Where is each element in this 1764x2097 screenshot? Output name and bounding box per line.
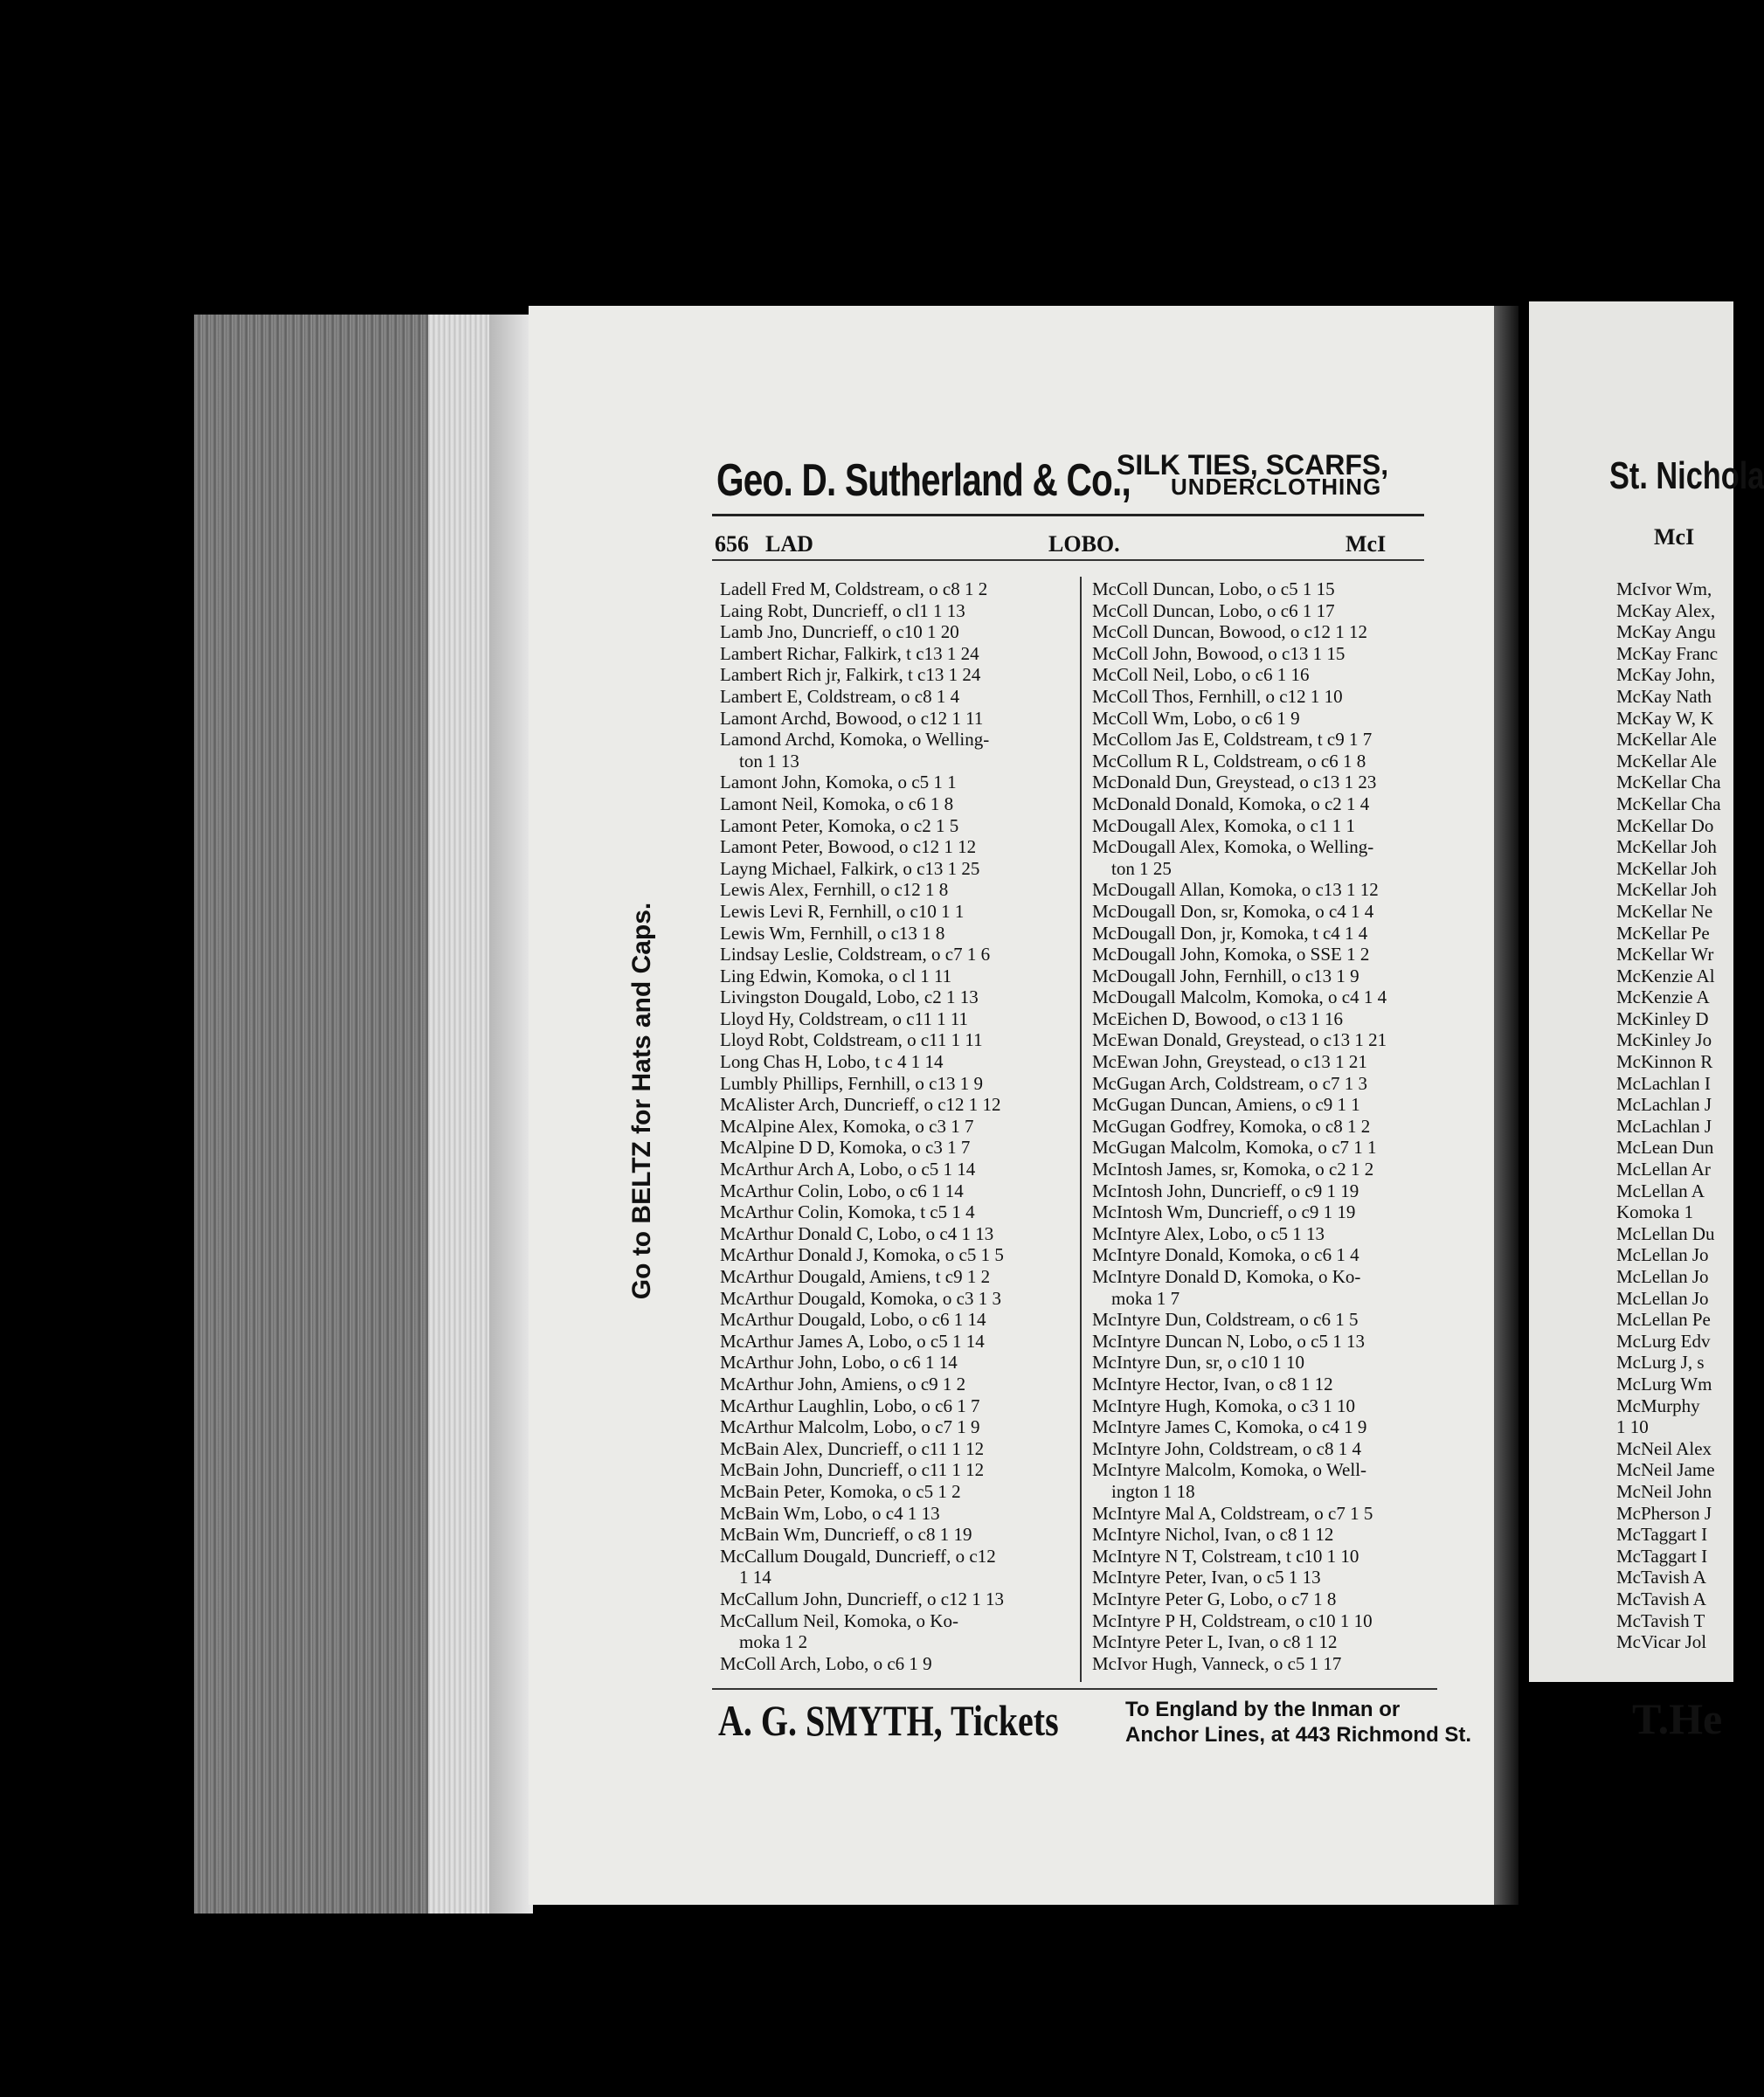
directory-entry: McCollom Jas E, Coldstream, t c9 1 7 xyxy=(1092,729,1373,751)
directory-entry: McKellar Ale xyxy=(1616,750,1717,772)
side-advertisement: Go to BELTZ for Hats and Caps. xyxy=(627,902,656,1300)
directory-entry: Ling Edwin, Komoka, o cl 1 11 xyxy=(720,965,952,986)
directory-entry: Lamont John, Komoka, o c5 1 1 xyxy=(720,772,957,793)
directory-entry: McIntosh Wm, Duncrieff, o c9 1 19 xyxy=(1092,1201,1356,1223)
directory-entry: McIntyre Nichol, Ivan, o c8 1 12 xyxy=(1092,1524,1334,1546)
directory-entry: McBain Peter, Komoka, o c5 1 2 xyxy=(720,1480,961,1502)
directory-entry: Lindsay Leslie, Coldstream, o c7 1 6 xyxy=(720,944,991,965)
page-curve-shadow xyxy=(489,315,533,1914)
directory-entry: McLellan A xyxy=(1616,1180,1705,1201)
directory-entry: McBain John, Duncrieff, o c11 1 12 xyxy=(720,1459,985,1481)
directory-entry: McKellar Pe xyxy=(1616,922,1710,944)
directory-entry: McTavish A xyxy=(1616,1588,1706,1609)
directory-entry: McIntyre Peter, Ivan, o c5 1 13 xyxy=(1092,1567,1321,1588)
footer-advertisement-right-line1: To England by the Inman or xyxy=(1125,1698,1401,1721)
directory-entry: McGugan Duncan, Amiens, o c9 1 1 xyxy=(1092,1094,1360,1116)
directory-entry: McLellan Jo xyxy=(1616,1287,1709,1309)
directory-entry: McIntyre Hector, Ivan, o c8 1 12 xyxy=(1092,1373,1333,1395)
header-firm-name: Geo. D. Sutherland & Co., xyxy=(716,455,1131,506)
directory-entry: McIntyre Peter G, Lobo, o c7 1 8 xyxy=(1092,1588,1337,1609)
directory-entry: McDonald Dun, Greystead, o c13 1 23 xyxy=(1092,772,1377,793)
directory-entry: McLean Dun xyxy=(1616,1137,1714,1159)
directory-entry: McColl Duncan, Bowood, o c12 1 12 xyxy=(1092,621,1367,643)
footer-rule xyxy=(712,1688,1437,1690)
directory-entry: Lamont Peter, Bowood, o c12 1 12 xyxy=(720,836,977,858)
directory-entry: Lamont Neil, Komoka, o c6 1 8 xyxy=(720,792,954,814)
range-end: McI xyxy=(1345,531,1387,557)
directory-entry: McKinnon R xyxy=(1616,1051,1713,1073)
directory-entry: McIvor Hugh, Vanneck, o c5 1 17 xyxy=(1092,1652,1342,1674)
directory-entry: McIntyre Peter L, Ivan, o c8 1 12 xyxy=(1092,1631,1338,1653)
directory-entry: Lloyd Robt, Coldstream, o c11 1 11 xyxy=(720,1029,983,1051)
directory-entry: 1 14 xyxy=(739,1567,771,1588)
directory-entry: McCollum R L, Coldstream, o c6 1 8 xyxy=(1092,750,1366,772)
directory-entry: McIntyre James C, Komoka, o c4 1 9 xyxy=(1092,1416,1367,1438)
directory-entry: McIntyre John, Coldstream, o c8 1 4 xyxy=(1092,1437,1361,1459)
directory-entry: McKay Alex, xyxy=(1616,599,1716,621)
directory-entry: McArthur Donald J, Komoka, o c5 1 5 xyxy=(720,1244,1004,1266)
header-wares-line1: SILK TIES, SCARFS, xyxy=(1117,449,1389,481)
directory-entry: McPherson J xyxy=(1616,1502,1712,1524)
directory-entry: McDougall Alex, Komoka, o c1 1 1 xyxy=(1092,814,1355,836)
directory-entry: McColl Duncan, Lobo, o c6 1 17 xyxy=(1092,599,1335,621)
directory-entry: McNeil John xyxy=(1616,1480,1712,1502)
directory-entry: McTaggart I xyxy=(1616,1545,1708,1567)
directory-entry: McGugan Malcolm, Komoka, o c7 1 1 xyxy=(1092,1137,1377,1159)
directory-entry: McKellar Cha xyxy=(1616,772,1721,793)
left-column xyxy=(720,578,1074,1674)
facing-page-footer: T.He xyxy=(1632,1694,1723,1743)
directory-entry: Lamb Jno, Duncrieff, o c10 1 20 xyxy=(720,621,959,643)
directory-entry: Komoka 1 xyxy=(1616,1201,1694,1223)
directory-entry: McAlpine D D, Komoka, o c3 1 7 xyxy=(720,1137,971,1159)
directory-entry: McGugan Arch, Coldstream, o c7 1 3 xyxy=(1092,1072,1367,1094)
directory-entry: McLachlan J xyxy=(1616,1115,1712,1137)
directory-entry: McArthur Malcolm, Lobo, o c7 1 9 xyxy=(720,1416,980,1438)
directory-entry: McDougall Allan, Komoka, o c13 1 12 xyxy=(1092,879,1379,901)
directory-entry: McKay John, xyxy=(1616,664,1716,686)
directory-entry: McColl Neil, Lobo, o c6 1 16 xyxy=(1092,664,1310,686)
directory-entry: McIntyre N T, Colstream, t c10 1 10 xyxy=(1092,1545,1359,1567)
directory-entry: McArthur James A, Lobo, o c5 1 14 xyxy=(720,1330,985,1352)
directory-entry: McLellan Ar xyxy=(1616,1159,1711,1180)
directory-entry: McKay Nath xyxy=(1616,685,1712,707)
directory-entry: ington 1 18 xyxy=(1111,1480,1195,1502)
directory-entry: McBain Wm, Lobo, o c4 1 13 xyxy=(720,1502,940,1524)
directory-entry: McDougall Alex, Komoka, o Welling- xyxy=(1092,836,1374,858)
column-rule xyxy=(1080,577,1082,1682)
directory-entry: Long Chas H, Lobo, t c 4 1 14 xyxy=(720,1051,944,1073)
directory-entry: McIntyre Hugh, Komoka, o c3 1 10 xyxy=(1092,1395,1355,1416)
directory-entry: Lambert E, Coldstream, o c8 1 4 xyxy=(720,685,960,707)
directory-entry: McKenzie Al xyxy=(1616,965,1715,986)
directory-entry: McDonald Donald, Komoka, o c2 1 4 xyxy=(1092,792,1370,814)
directory-entry: McKay Franc xyxy=(1616,642,1719,664)
directory-entry: McArthur John, Amiens, o c9 1 2 xyxy=(720,1373,966,1395)
directory-entry: McNeil Alex xyxy=(1616,1437,1712,1459)
directory-entry: McDougall John, Fernhill, o c13 1 9 xyxy=(1092,965,1359,986)
directory-entry: McKellar Do xyxy=(1616,814,1714,836)
directory-entry: McMurphy xyxy=(1616,1395,1700,1416)
directory-entry: Lewis Alex, Fernhill, o c12 1 8 xyxy=(720,879,949,901)
directory-entry: McCallum John, Duncrieff, o c12 1 13 xyxy=(720,1588,1005,1609)
directory-entry: McColl John, Bowood, o c13 1 15 xyxy=(1092,642,1345,664)
page-number: 656 xyxy=(715,531,749,557)
directory-entry: McColl Arch, Lobo, o c6 1 9 xyxy=(720,1652,932,1674)
directory-entry: McIntyre Alex, Lobo, o c5 1 13 xyxy=(1092,1222,1325,1244)
directory-entry: McIvor Wm, xyxy=(1616,578,1712,599)
directory-entry: McLurg Wm xyxy=(1616,1373,1712,1395)
directory-entry: McArthur Laughlin, Lobo, o c6 1 7 xyxy=(720,1395,980,1416)
facing-page-head: McI xyxy=(1654,524,1695,550)
directory-entry: McArthur Dougald, Komoka, o c3 1 3 xyxy=(720,1287,1001,1309)
directory-entry: McColl Duncan, Lobo, o c5 1 15 xyxy=(1092,578,1335,599)
directory-entry: Lambert Rich jr, Falkirk, t c13 1 24 xyxy=(720,664,981,686)
directory-entry: McColl Wm, Lobo, o c6 1 9 xyxy=(1092,707,1300,729)
directory-entry: McAlpine Alex, Komoka, o c3 1 7 xyxy=(720,1115,974,1137)
directory-entry: 1 10 xyxy=(1616,1416,1649,1438)
directory-entry: McColl Thos, Fernhill, o c12 1 10 xyxy=(1092,685,1343,707)
directory-entry: McDougall Malcolm, Komoka, o c4 1 4 xyxy=(1092,986,1387,1008)
directory-entry: McKay Angu xyxy=(1616,621,1716,643)
right-column xyxy=(1092,578,1450,1674)
directory-entry: McIntyre Dun, Coldstream, o c6 1 5 xyxy=(1092,1309,1359,1331)
header-rule xyxy=(712,514,1424,516)
facing-page-title: St. Nichola xyxy=(1609,454,1764,497)
directory-entry: McLellan Pe xyxy=(1616,1309,1711,1331)
directory-entry: McArthur Donald C, Lobo, o c4 1 13 xyxy=(720,1222,994,1244)
directory-entry: ton 1 13 xyxy=(739,750,799,772)
directory-entry: McArthur Colin, Lobo, o c6 1 14 xyxy=(720,1180,964,1201)
directory-entry: McIntyre Dun, sr, o c10 1 10 xyxy=(1092,1352,1304,1374)
directory-entry: McKellar Wr xyxy=(1616,944,1714,965)
facing-page-column xyxy=(1616,578,1733,1653)
directory-entry: Lewis Levi R, Fernhill, o c10 1 1 xyxy=(720,900,965,922)
directory-entry: McKinley Jo xyxy=(1616,1029,1712,1051)
directory-entry: McIntyre Donald D, Komoka, o Ko- xyxy=(1092,1266,1361,1287)
directory-entry: Lambert Richar, Falkirk, t c13 1 24 xyxy=(720,642,979,664)
directory-entry: McKellar Ne xyxy=(1616,900,1713,922)
directory-entry: McLellan Du xyxy=(1616,1222,1715,1244)
directory-entry: McEichen D, Bowood, o c13 1 16 xyxy=(1092,1007,1343,1029)
directory-entry: McVicar Jol xyxy=(1616,1631,1707,1653)
directory-entry: McKellar Joh xyxy=(1616,836,1717,858)
directory-entry: McIntyre Malcolm, Komoka, o Well- xyxy=(1092,1459,1367,1481)
directory-entry: Lamond Archd, Komoka, o Welling- xyxy=(720,729,990,751)
directory-entry: Lewis Wm, Fernhill, o c13 1 8 xyxy=(720,922,945,944)
directory-entry: McLachlan I xyxy=(1616,1072,1711,1094)
directory-entry: McLellan Jo xyxy=(1616,1266,1709,1287)
directory-entry: McDougall Don, sr, Komoka, o c4 1 4 xyxy=(1092,900,1374,922)
directory-entry: McCallum Dougald, Duncrieff, o c12 xyxy=(720,1545,996,1567)
directory-entry: moka 1 7 xyxy=(1111,1287,1180,1309)
section-title: LOBO. xyxy=(1048,531,1120,557)
directory-entry: McIntosh James, sr, Komoka, o c2 1 2 xyxy=(1092,1159,1374,1180)
directory-entry: McAlister Arch, Duncrieff, o c12 1 12 xyxy=(720,1094,1001,1116)
directory-entry: moka 1 2 xyxy=(739,1631,808,1653)
directory-entry: McTavish A xyxy=(1616,1567,1706,1588)
footer-advertisement-right-line2: Anchor Lines, at 443 Richmond St. xyxy=(1125,1723,1472,1747)
directory-entry: McIntyre P H, Coldstream, o c10 1 10 xyxy=(1092,1609,1373,1631)
directory-entry: McKellar Joh xyxy=(1616,857,1717,879)
directory-entry: McTavish T xyxy=(1616,1609,1705,1631)
directory-entry: McIntyre Donald, Komoka, o c6 1 4 xyxy=(1092,1244,1359,1266)
footer-advertisement-left: A. G. SMYTH, Tickets xyxy=(718,1696,1059,1745)
running-head-rule xyxy=(712,559,1424,561)
directory-entry: McArthur Colin, Komoka, t c5 1 4 xyxy=(720,1201,975,1223)
directory-entry: McNeil Jame xyxy=(1616,1459,1715,1481)
directory-entry: McLachlan J xyxy=(1616,1094,1712,1116)
header-wares-line2: UNDERCLOTHING xyxy=(1171,474,1382,500)
directory-entry: McBain Alex, Duncrieff, o c11 1 12 xyxy=(720,1437,985,1459)
directory-entry: McArthur Dougald, Lobo, o c6 1 14 xyxy=(720,1309,986,1331)
directory-entry: McBain Wm, Duncrieff, o c8 1 19 xyxy=(720,1524,972,1546)
directory-entry: McKellar Joh xyxy=(1616,879,1717,901)
directory-entry: McIntyre Duncan N, Lobo, o c5 1 13 xyxy=(1092,1330,1366,1352)
directory-entry: McLellan Jo xyxy=(1616,1244,1709,1266)
directory-entry: McDougall John, Komoka, o SSE 1 2 xyxy=(1092,944,1370,965)
directory-entry: McEwan Donald, Greystead, o c13 1 21 xyxy=(1092,1029,1387,1051)
range-start: LAD xyxy=(765,531,813,557)
directory-entry: McKenzie A xyxy=(1616,986,1710,1008)
directory-entry: Livingston Dougald, Lobo, c2 1 13 xyxy=(720,986,979,1008)
directory-entry: McKellar Cha xyxy=(1616,792,1721,814)
directory-entry: McIntosh John, Duncrieff, o c9 1 19 xyxy=(1092,1180,1359,1201)
book-gutter xyxy=(1494,306,1518,1905)
directory-entry: McArthur Dougald, Amiens, t c9 1 2 xyxy=(720,1266,991,1287)
directory-entry: McKay W, K xyxy=(1616,707,1714,729)
directory-entry: McDougall Don, jr, Komoka, t c4 1 4 xyxy=(1092,922,1368,944)
directory-entry: Lloyd Hy, Coldstream, o c11 1 11 xyxy=(720,1007,969,1029)
directory-entry: Laing Robt, Duncrieff, o cl1 1 13 xyxy=(720,599,965,621)
directory-entry: McLurg J, s xyxy=(1616,1352,1705,1374)
directory-entry: McLurg Edv xyxy=(1616,1330,1711,1352)
directory-entry: Lamont Peter, Komoka, o c2 1 5 xyxy=(720,814,959,836)
directory-entry: McArthur Arch A, Lobo, o c5 1 14 xyxy=(720,1159,976,1180)
directory-entry: McKinley D xyxy=(1616,1007,1709,1029)
directory-entry: McArthur John, Lobo, o c6 1 14 xyxy=(720,1352,958,1374)
directory-entry: McCallum Neil, Komoka, o Ko- xyxy=(720,1609,958,1631)
directory-entry: McGugan Godfrey, Komoka, o c8 1 2 xyxy=(1092,1115,1371,1137)
directory-entry: Lamont Archd, Bowood, o c12 1 11 xyxy=(720,707,984,729)
directory-entry: McEwan John, Greystead, o c13 1 21 xyxy=(1092,1051,1367,1073)
directory-entry: Layng Michael, Falkirk, o c13 1 25 xyxy=(720,857,980,879)
directory-entry: McTaggart I xyxy=(1616,1524,1708,1546)
directory-entry: McKellar Ale xyxy=(1616,729,1717,751)
directory-entry: Lumbly Phillips, Fernhill, o c13 1 9 xyxy=(720,1072,984,1094)
directory-entry: Ladell Fred M, Coldstream, o c8 1 2 xyxy=(720,578,988,599)
directory-entry: McIntyre Mal A, Coldstream, o c7 1 5 xyxy=(1092,1502,1373,1524)
directory-entry: ton 1 25 xyxy=(1111,857,1172,879)
